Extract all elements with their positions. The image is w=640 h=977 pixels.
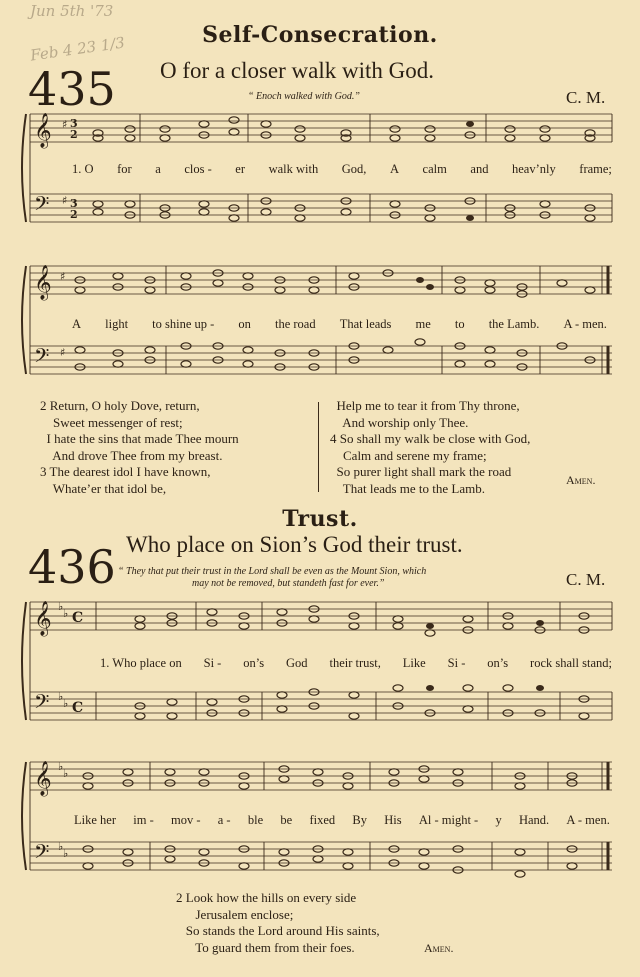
bass-staff xyxy=(30,194,612,222)
lyric-syllable: on xyxy=(238,317,251,331)
lyric-syllable: on’s xyxy=(487,656,509,670)
lyric-syllable: A xyxy=(72,317,82,331)
lyric-syllable: heav’nly xyxy=(512,162,556,176)
treble-clef-icon: 𝄞 xyxy=(34,601,52,636)
section-title: Self-Consecration. xyxy=(202,22,438,48)
verses: 2 Look how the hills on every side Jerusalem enclose; So stands the Lord around His saints, To guard them from their foes. xyxy=(176,890,380,955)
hymn-number: 435 xyxy=(28,62,116,116)
bass-clef-icon: 𝄢 xyxy=(34,192,50,220)
treble-clef-icon: 𝄞 xyxy=(34,761,52,796)
flat-icon: ♭ xyxy=(63,607,69,620)
lyric-syllable: His xyxy=(384,813,402,827)
lyric-line xyxy=(74,813,610,828)
lyric-syllable: a - xyxy=(217,813,231,827)
lyric-syllable: Al - might - xyxy=(418,813,479,827)
treble-clef-icon: 𝄞 xyxy=(34,265,52,300)
lyric-syllable: be xyxy=(280,813,293,827)
lyric-syllable: to xyxy=(454,317,465,331)
epigraph: “ Enoch walked with God.” xyxy=(248,91,360,102)
lyric-syllable: on’s xyxy=(243,656,265,670)
lyric-syllable: God xyxy=(286,656,308,670)
time-signature: 2 xyxy=(70,128,78,141)
lyric-syllable: me xyxy=(415,317,431,331)
lyric-syllable: a xyxy=(155,162,161,176)
time-signature: 3 xyxy=(70,197,78,210)
flat-icon: ♭ xyxy=(63,697,69,710)
lyric-syllable: the road xyxy=(274,317,316,331)
column-divider xyxy=(318,402,319,492)
epigraph: “ They that put their trust in the Lord shall be even as the Mount Sion, which xyxy=(118,566,427,577)
sharp-icon: ♯ xyxy=(60,270,66,283)
hymn-title: Who place on Sion’s God their trust. xyxy=(126,532,463,557)
pencil-annotation: Jun 5th '73 xyxy=(30,2,114,20)
flat-icon: ♭ xyxy=(58,760,64,773)
lyric-syllable: light xyxy=(105,317,129,331)
meter: C. M. xyxy=(566,88,606,107)
time-signature: 3 xyxy=(70,117,78,130)
flat-icon: ♭ xyxy=(63,847,69,860)
lyric-syllable: A - men. xyxy=(566,813,610,827)
lyric-syllable: im - xyxy=(133,813,154,827)
bass-clef-icon: 𝄢 xyxy=(34,840,50,868)
music-system xyxy=(0,100,640,260)
lyric-syllable: and xyxy=(470,162,489,176)
lyric-syllable: fixed xyxy=(309,813,336,827)
flat-icon: ♭ xyxy=(58,690,64,703)
meter: C. M. xyxy=(566,570,606,589)
lyric-syllable: Like xyxy=(402,656,426,670)
lyric-syllable: to shine up - xyxy=(152,317,215,331)
hymn-title: O for a closer walk with God. xyxy=(160,58,435,83)
lyric-syllable: A xyxy=(389,162,399,176)
common-time-icon: C xyxy=(72,700,84,716)
lyric-syllable: Hand. xyxy=(518,813,550,827)
bass-clef-icon: 𝄢 xyxy=(34,344,50,372)
lyric-syllable: Like her xyxy=(74,813,116,827)
lyric-syllable: mov - xyxy=(170,813,201,827)
sharp-icon: ♯ xyxy=(60,346,66,359)
bass-clef-icon: 𝄢 xyxy=(34,690,50,718)
lyric-syllable: By xyxy=(352,813,367,827)
lyric-syllable: their trust, xyxy=(329,656,381,670)
lyric-syllable: frame; xyxy=(579,162,612,176)
lyric-syllable: A - men. xyxy=(563,317,607,331)
treble-staff xyxy=(30,114,612,142)
lyric-syllable: 1. O xyxy=(72,162,94,176)
pencil-annotation: Feb 4 23 1/3 xyxy=(29,33,126,65)
lyric-syllable: calm xyxy=(422,162,447,176)
amen-label: Amen. xyxy=(424,941,454,955)
lyric-syllable: walk with xyxy=(268,162,319,176)
lyric-syllable: God, xyxy=(341,162,367,176)
sharp-icon: ♯ xyxy=(62,118,68,131)
verses-right: Help me to tear it from Thy throne, And worship only Thee. 4 So shall my walk be close with God, Calm and serene my frame; So purer light shall mark the road That leads me to the Lamb. xyxy=(330,398,531,496)
flat-icon: ♭ xyxy=(58,600,64,613)
lyric-line xyxy=(72,317,607,332)
treble-clef-icon: 𝄞 xyxy=(34,113,52,148)
section-title: Trust. xyxy=(282,506,358,532)
lyric-line xyxy=(72,162,612,177)
lyric-syllable: That leads xyxy=(339,317,392,331)
lyric-syllable: y xyxy=(495,813,502,827)
lyric-syllable: Si - xyxy=(447,656,466,670)
sharp-icon: ♯ xyxy=(62,194,68,207)
lyric-syllable: rock shall stand; xyxy=(530,656,612,670)
common-time-icon: C xyxy=(72,610,84,626)
verses-left: 2 Return, O holy Dove, return, Sweet messenger of rest; I hate the sins that made Thee mourn And drove Thee from my breast. 3 The dearest idol I have known, Whate’er that idol be, xyxy=(40,398,239,496)
lyric-syllable: Si - xyxy=(203,656,222,670)
lyric-syllable: the Lamb. xyxy=(488,317,540,331)
lyric-syllable: 1. Who place on xyxy=(100,656,182,670)
lyric-syllable: clos - xyxy=(184,162,212,176)
flat-icon: ♭ xyxy=(63,767,69,780)
time-signature: 2 xyxy=(70,208,78,221)
lyric-syllable: for xyxy=(117,162,132,176)
epigraph: may not be removed, but standeth fast for ever.” xyxy=(192,578,385,589)
flat-icon: ♭ xyxy=(58,840,64,853)
hymn-number: 436 xyxy=(28,540,116,594)
lyric-syllable: er xyxy=(235,162,246,176)
lyric-line xyxy=(100,656,612,671)
lyric-syllable: ble xyxy=(247,813,264,827)
amen-label: Amen. xyxy=(566,473,596,487)
